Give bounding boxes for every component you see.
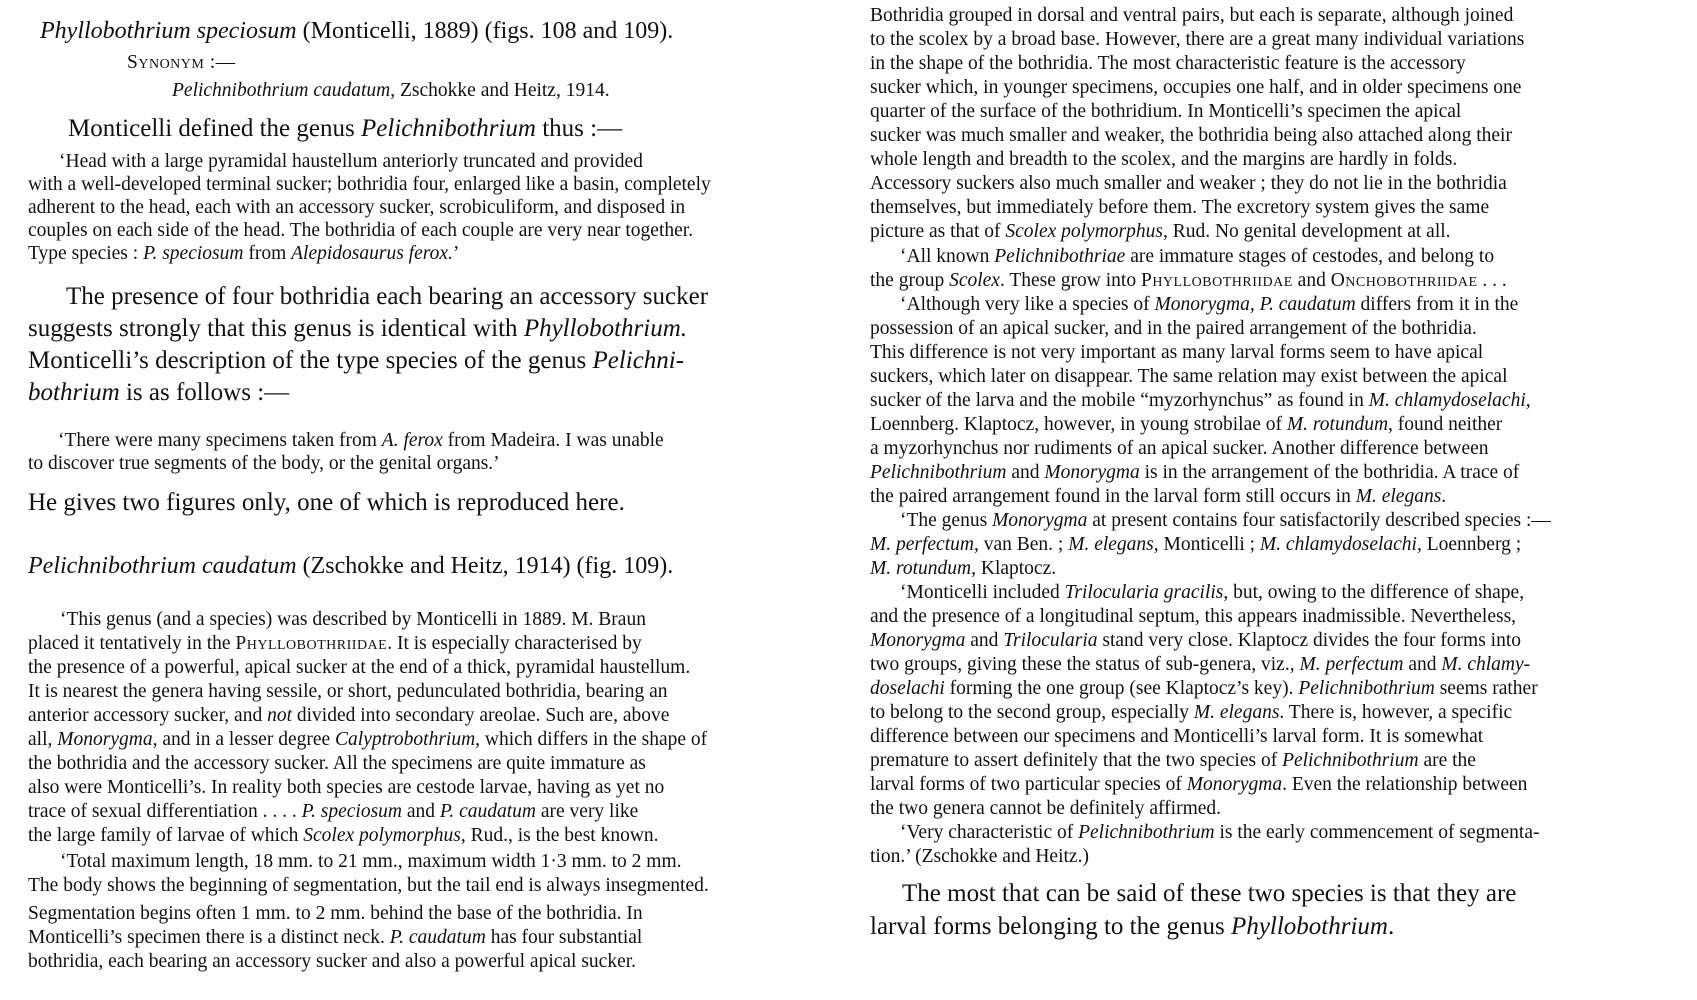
text: and xyxy=(402,801,440,822)
quote-line xyxy=(870,534,1521,556)
quote-line: ‘Head with a large pyramidal haustellum anteriorly truncated and provided xyxy=(59,151,643,172)
paragraph-intro xyxy=(68,115,622,143)
quote-line: ‘This genus (and a species) was described by Monticelli in 1889. M. Braun xyxy=(60,609,646,630)
text: premature to assert definitely that the two species of xyxy=(870,750,1283,771)
species-heading xyxy=(40,18,673,45)
quote-line: the presence of a powerful, apical sucker at the end of a thick, pyramidal haustellum. xyxy=(28,657,691,678)
species-name: Phyllobothrium speciosum xyxy=(40,18,297,44)
host-name: A. ferox xyxy=(381,430,443,451)
quote-line: whole length and breadth to the scolex, and the margins are hardly in folds. xyxy=(870,149,1458,170)
text: stand very close. Klaptocz divides the four forms into xyxy=(1097,630,1521,651)
species-name: M. rotundum xyxy=(1286,414,1389,435)
synonym-name: Pelichnibothrium caudatum xyxy=(172,80,391,101)
text: ‘There were many specimens taken from xyxy=(58,430,382,451)
species-name: M. chlamydoselachi xyxy=(1368,390,1526,411)
emphasis: not xyxy=(267,705,292,726)
quote-line: couples on each side of the head. The bothridia of each couple are very near together. xyxy=(28,220,694,241)
quote-line: quarter of the surface of the bothridium. In Monticelli’s specimen the apical xyxy=(870,101,1462,122)
quote-line: in the shape of the bothridia. The most characteristic feature is the accessory xyxy=(870,53,1466,74)
genus-name: Monorygma xyxy=(1186,774,1283,795)
text: . It is especially characterised by xyxy=(387,633,642,654)
text: ‘All known xyxy=(900,246,995,267)
quote-line xyxy=(870,414,1502,436)
text: ‘Very characteristic of xyxy=(900,822,1079,843)
genus-name: Pelichnibothrium xyxy=(1078,822,1215,843)
quote-line xyxy=(870,270,1507,292)
text: . . . xyxy=(1477,270,1507,291)
text: , found neither xyxy=(1388,414,1503,435)
text: is in the arrangement of the bothridia. A trace of xyxy=(1139,462,1520,483)
quote-line: It is nearest the genera having sessile, or short, pedunculated bothridia, bearing an xyxy=(28,681,668,702)
text: , Rud., is the best known. xyxy=(460,825,659,846)
quote-line xyxy=(870,678,1538,700)
text: from xyxy=(243,243,292,264)
quote-line xyxy=(900,510,1551,532)
quote-line xyxy=(870,774,1527,796)
quote-line xyxy=(28,243,459,265)
text: , xyxy=(1525,390,1531,411)
quote-line xyxy=(870,221,1451,243)
quote-line: This difference is not very important as many larval forms seem to have apical xyxy=(870,342,1484,363)
text: the large family of larvae of which xyxy=(28,825,304,846)
species-heading-rest: (Monticelli, 1889) (figs. 108 and 109). xyxy=(296,18,674,44)
quote-line xyxy=(58,430,664,452)
paragraph-line: The presence of four bothridia each bearing an accessory sucker xyxy=(66,283,709,310)
text: and xyxy=(1292,270,1331,291)
paragraph-line xyxy=(28,315,687,343)
text: suggests strongly that this genus is identical with xyxy=(28,315,524,342)
text: , xyxy=(1249,294,1260,315)
species-name: M. elegans xyxy=(1355,486,1442,507)
text: , but, owing to the difference of shape, xyxy=(1223,582,1525,603)
species-heading xyxy=(28,553,673,580)
text: to belong to the second group, especially xyxy=(870,702,1194,723)
species-name: P. caudatum xyxy=(439,801,536,822)
species-name: M. rotundum xyxy=(870,558,972,579)
text: anterior accessory sucker, and xyxy=(28,705,268,726)
quote-line xyxy=(28,729,707,751)
quote-line: difference between our specimens and Monticelli’s larval form. It is somewhat xyxy=(870,726,1484,747)
species-name: Pelichnibothrium caudatum xyxy=(28,553,297,579)
text: thus :— xyxy=(535,115,623,142)
text: and xyxy=(965,630,1004,651)
genus-name: Monorygma xyxy=(57,729,153,750)
text: Monticelli’s specimen there is a distinct neck. xyxy=(28,927,390,948)
paragraph-line xyxy=(28,347,684,375)
text: sucker of the larva and the mobile “myzorhynchus” as found in xyxy=(870,390,1369,411)
text: larval forms of two particular species of xyxy=(870,774,1187,795)
species-name: P. speciosum xyxy=(301,801,403,822)
text: picture as that of xyxy=(870,221,1006,242)
text: , Monticelli ; xyxy=(1153,534,1260,555)
quote-line xyxy=(870,462,1519,484)
genus-name: Scolex xyxy=(949,270,1000,291)
species-name: P. speciosum xyxy=(143,243,244,264)
species-name: M. perfectum xyxy=(1299,654,1404,675)
text: Monticelli’s description of the type species of the genus xyxy=(28,347,593,374)
text: ’ xyxy=(452,243,460,264)
quote-line: adherent to the head, each with an accessory sucker, scrobiculiform, and disposed in xyxy=(28,197,686,218)
family-name: Phyllobothriidae xyxy=(1140,270,1293,291)
text: , van Ben. ; xyxy=(973,534,1069,555)
text: trace of sexual differentiation . . . . xyxy=(28,801,302,822)
genus-name: Monorygma xyxy=(1044,462,1140,483)
quote-line: to the scolex by a broad base. However, there are a great many individual variations xyxy=(870,29,1525,50)
text: all, xyxy=(28,729,58,750)
quote-line: suckers, which later on disappear. The same relation may exist between the apical xyxy=(870,366,1508,387)
text: and xyxy=(1403,654,1442,675)
quote-line: the two genera cannot be definitely affirmed. xyxy=(870,798,1222,819)
paragraph-line: He gives two figures only, one of which is reproduced here. xyxy=(28,489,625,516)
conclusion-line xyxy=(870,913,1394,941)
text: two groups, giving these the status of sub-genera, viz., xyxy=(870,654,1300,675)
quote-line: sucker which, in younger specimens, occupies one half, and in older specimens one xyxy=(870,77,1522,98)
quote-line xyxy=(870,486,1446,508)
text: . xyxy=(1387,913,1395,940)
genus-name: Monorygma xyxy=(992,510,1088,531)
quote-line: the bothridia and the accessory sucker. All the specimens are quite immature as xyxy=(28,753,646,774)
text: the paired arrangement found in the larval form still occurs in xyxy=(870,486,1356,507)
text: , and in a lesser degree xyxy=(152,729,336,750)
quote-line: tion.’ (Zschokke and Heitz.) xyxy=(870,846,1089,867)
species-name: M. elegans xyxy=(1068,534,1154,555)
text: , Rud. No genital development at all. xyxy=(1162,221,1451,242)
quote-line xyxy=(900,294,1518,316)
species-name: M. perfectum xyxy=(870,534,974,555)
host-name: Alepidosaurus ferox. xyxy=(291,243,453,264)
genus-name: Phyllobothrium xyxy=(1231,913,1388,940)
quote-line: possession of an apical sucker, and in the paired arrangement of the bothridia. xyxy=(870,318,1477,339)
text: . These grow into xyxy=(999,270,1141,291)
quote-line: Accessory suckers also much smaller and weaker ; they do not lie in the bothridia xyxy=(870,173,1507,194)
text: ‘The genus xyxy=(900,510,993,531)
text: are the xyxy=(1418,750,1476,771)
quote-line: The body shows the beginning of segmentation, but the tail end is always insegmented. xyxy=(28,875,709,896)
text: from Madeira. I was unable xyxy=(442,430,664,451)
quote-line xyxy=(870,702,1512,724)
text: differs from it in the xyxy=(1355,294,1519,315)
text: forming the one group (see Klaptocz’s key). xyxy=(944,678,1299,699)
quote-line xyxy=(900,582,1524,604)
text: Monticelli defined the genus xyxy=(68,115,361,142)
quote-line: bothridia, each bearing an accessory sucker and also a powerful apical sucker. xyxy=(28,951,637,972)
quote-line xyxy=(870,558,1056,580)
text: are immature stages of cestodes, and belong to xyxy=(1125,246,1495,267)
text: are very like xyxy=(535,801,639,822)
text: is as follows :— xyxy=(119,379,290,406)
species-name: P. caudatum xyxy=(1259,294,1356,315)
quote-line xyxy=(28,927,642,949)
quote-line: ‘Total maximum length, 18 mm. to 21 mm., maximum width 1·3 mm. to 2 mm. xyxy=(60,851,682,872)
quote-line xyxy=(870,654,1530,676)
text: , Klaptocz. xyxy=(971,558,1057,579)
species-name: Scolex polymorphus xyxy=(303,825,461,846)
quote-line: to discover true segments of the body, or the genital organs.’ xyxy=(28,453,500,474)
text: and xyxy=(1006,462,1045,483)
genus-name: Pelichnibothrium xyxy=(360,115,536,142)
quote-line xyxy=(28,633,642,655)
text: . Even the relationship between xyxy=(1282,774,1528,795)
quote-line: and the presence of a longitudinal septum, this appears inadmissible. Nevertheless, xyxy=(870,606,1517,627)
text: Type species : xyxy=(28,243,144,264)
quote-line: with a well-developed terminal sucker; bothridia four, enlarged like a basin, completely xyxy=(28,174,711,195)
species-name: M. elegans xyxy=(1193,702,1280,723)
text: is the early commencement of segmenta- xyxy=(1214,822,1540,843)
synonym-entry xyxy=(172,80,610,102)
species-name: P. caudatum xyxy=(389,927,486,948)
text: the group xyxy=(870,270,950,291)
text: , Loennberg ; xyxy=(1416,534,1522,555)
text: larval forms belonging to the genus xyxy=(870,913,1232,940)
genus-name: Pelichnibothrium xyxy=(1298,678,1435,699)
quote-line: also were Monticelli’s. In reality both species are cestode larvae, having as yet no xyxy=(28,777,665,798)
text: ‘Monticelli included xyxy=(900,582,1065,603)
quote-line xyxy=(28,705,669,727)
quote-line xyxy=(870,630,1521,652)
species-name: doselachi xyxy=(870,678,945,699)
quote-line xyxy=(28,825,659,847)
species-name: Trilocularia gracilis xyxy=(1064,582,1224,603)
synonym-rest: , Zschokke and Heitz, 1914. xyxy=(390,80,610,101)
genus-name: Phyllobothrium. xyxy=(523,315,687,342)
text: placed it tentatively in the xyxy=(28,633,236,654)
text: seems rather xyxy=(1434,678,1538,699)
text: at present contains four satisfactorily described species :— xyxy=(1087,510,1551,531)
text: . xyxy=(1441,486,1447,507)
quote-line: a myzorhynchus nor rudiments of an apical sucker. Another difference between xyxy=(870,438,1489,459)
genus-name: Pelichnibothriae xyxy=(994,246,1126,267)
species-name: M. chlamy- xyxy=(1441,654,1531,675)
species-name: Scolex polymorphus xyxy=(1005,221,1163,242)
genus-name: Monorygma xyxy=(870,630,966,651)
species-heading-rest: (Zschokke and Heitz, 1914) (fig. 109). xyxy=(296,553,674,579)
text: Loennberg. Klaptocz, however, in young strobilae of xyxy=(870,414,1287,435)
genus-name: Monorygma xyxy=(1154,294,1250,315)
quote-line xyxy=(900,246,1494,268)
family-name: Onchobothriidae xyxy=(1330,270,1478,291)
paragraph-line xyxy=(28,379,289,407)
family-name: Phyllobothriidae xyxy=(235,633,388,654)
quote-line: Segmentation begins often 1 mm. to 2 mm. behind the base of the bothridia. In xyxy=(28,903,643,924)
quote-line xyxy=(28,801,638,823)
species-name: M. chlamydoselachi xyxy=(1259,534,1417,555)
text: , which differs in the shape of xyxy=(475,729,708,750)
quote-line: Bothridia grouped in dorsal and ventral pairs, but each is separate, although joined xyxy=(870,5,1514,26)
text: has four substantial xyxy=(485,927,643,948)
conclusion-line: The most that can be said of these two species is that they are xyxy=(902,880,1517,907)
quote-line xyxy=(870,390,1531,412)
text: . There is, however, a specific xyxy=(1279,702,1513,723)
genus-name: Pelichnibothrium xyxy=(1282,750,1419,771)
text: divided into secondary areolae. Such are, above xyxy=(292,705,670,726)
quote-line xyxy=(900,822,1539,844)
genus-name: Pelichni- xyxy=(592,347,685,374)
genus-name: Calyptrobothrium xyxy=(335,729,476,750)
quote-line: sucker was much smaller and weaker, the bothridia being also attached along their xyxy=(870,125,1512,146)
quote-line xyxy=(870,750,1476,772)
genus-name: bothrium xyxy=(28,379,120,406)
genus-name: Pelichnibothrium xyxy=(870,462,1007,483)
genus-name: Trilocularia xyxy=(1003,630,1098,651)
quote-line: themselves, but immediately before them. The excretory system gives the same xyxy=(870,197,1490,218)
synonym-label: Synonym :— xyxy=(127,52,236,73)
text: ‘Although very like a species of xyxy=(900,294,1155,315)
